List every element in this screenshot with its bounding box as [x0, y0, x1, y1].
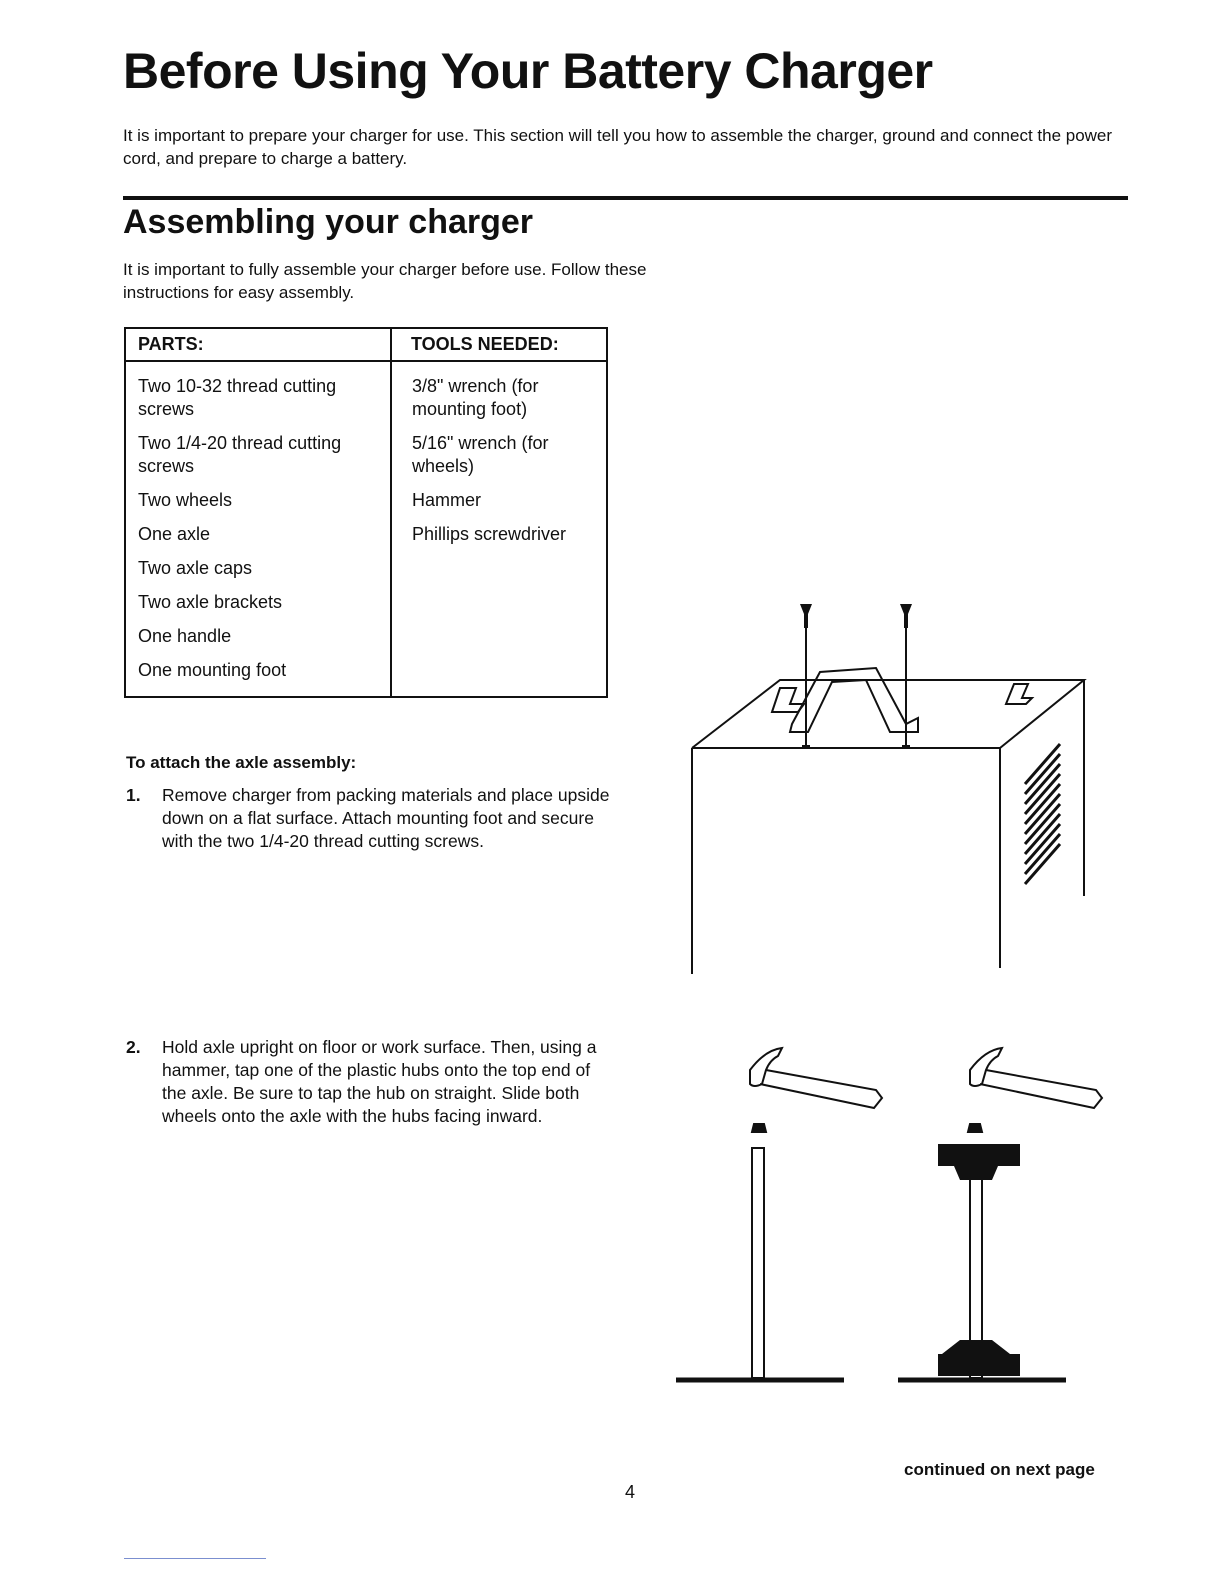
step-1 — [126, 784, 616, 853]
parts-item: One handle — [138, 626, 232, 646]
section-title: Assembling your charger — [123, 203, 534, 241]
step-2 — [126, 1036, 616, 1128]
step-text: Remove charger from packing materials and place upside down on a flat surface. Attach mounting foot and secure with the two 1/4-20 thread cutting screws. — [162, 785, 610, 851]
section-divider — [123, 196, 1128, 200]
tools-item: 3/8" wrench (for mounting foot) — [412, 376, 539, 419]
tools-item: Hammer — [412, 490, 482, 510]
step-number: 2. — [126, 1037, 141, 1057]
table-column-divider — [390, 329, 392, 696]
step-text: Hold axle upright on floor or work surface. Then, using a hammer, tap one of the plastic hubs onto the top end of the axle. Be sure to tap the hub on straight. Slide both wheels onto the axle with the hubs facing inward. — [162, 1037, 597, 1126]
wheel — [938, 1144, 1020, 1180]
parts-item: Two 10-32 thread cutting screws — [138, 376, 337, 419]
parts-item: One axle — [138, 524, 211, 544]
parts-item: Two axle brackets — [138, 592, 283, 612]
parts-header: PARTS: — [138, 334, 204, 354]
parts-item: Two axle caps — [138, 558, 253, 578]
parts-list — [138, 375, 378, 693]
parts-item: Two 1/4-20 thread cutting screws — [138, 433, 342, 476]
mounting-foot — [790, 668, 918, 732]
axle-hub-illustration — [670, 1040, 1110, 1390]
parts-tools-table — [124, 327, 608, 698]
table-header-divider — [126, 360, 606, 362]
tools-item: Phillips screwdriver — [412, 524, 567, 544]
steps-heading: To attach the axle assembly: — [126, 753, 357, 772]
parts-item: One mounting foot — [138, 660, 287, 680]
charger-mounting-illustration — [680, 596, 1100, 986]
tools-list — [412, 375, 602, 557]
tools-header: TOOLS NEEDED: — [411, 334, 559, 354]
continued-note: continued on next page — [904, 1460, 1095, 1479]
hammer-icon — [750, 1048, 782, 1086]
page-title: Before Using Your Battery Charger — [123, 43, 933, 99]
hammer-icon — [970, 1048, 1002, 1086]
footer-line — [124, 1558, 266, 1559]
page-number: 4 — [625, 1482, 636, 1502]
parts-item: Two wheels — [138, 490, 233, 510]
section-intro: It is important to fully assemble your charger before use. Follow these instructions for easy assembly. — [123, 260, 647, 302]
charger-body — [692, 748, 1000, 974]
axle — [752, 1148, 764, 1378]
page-intro: It is important to prepare your charger for use. This section will tell you how to assemble the charger, ground and connect the power cord, and prepare to charge a battery. — [123, 126, 1113, 168]
wheel — [938, 1340, 1020, 1376]
step-number: 1. — [126, 785, 141, 805]
tools-item: 5/16" wrench (for wheels) — [412, 433, 549, 476]
